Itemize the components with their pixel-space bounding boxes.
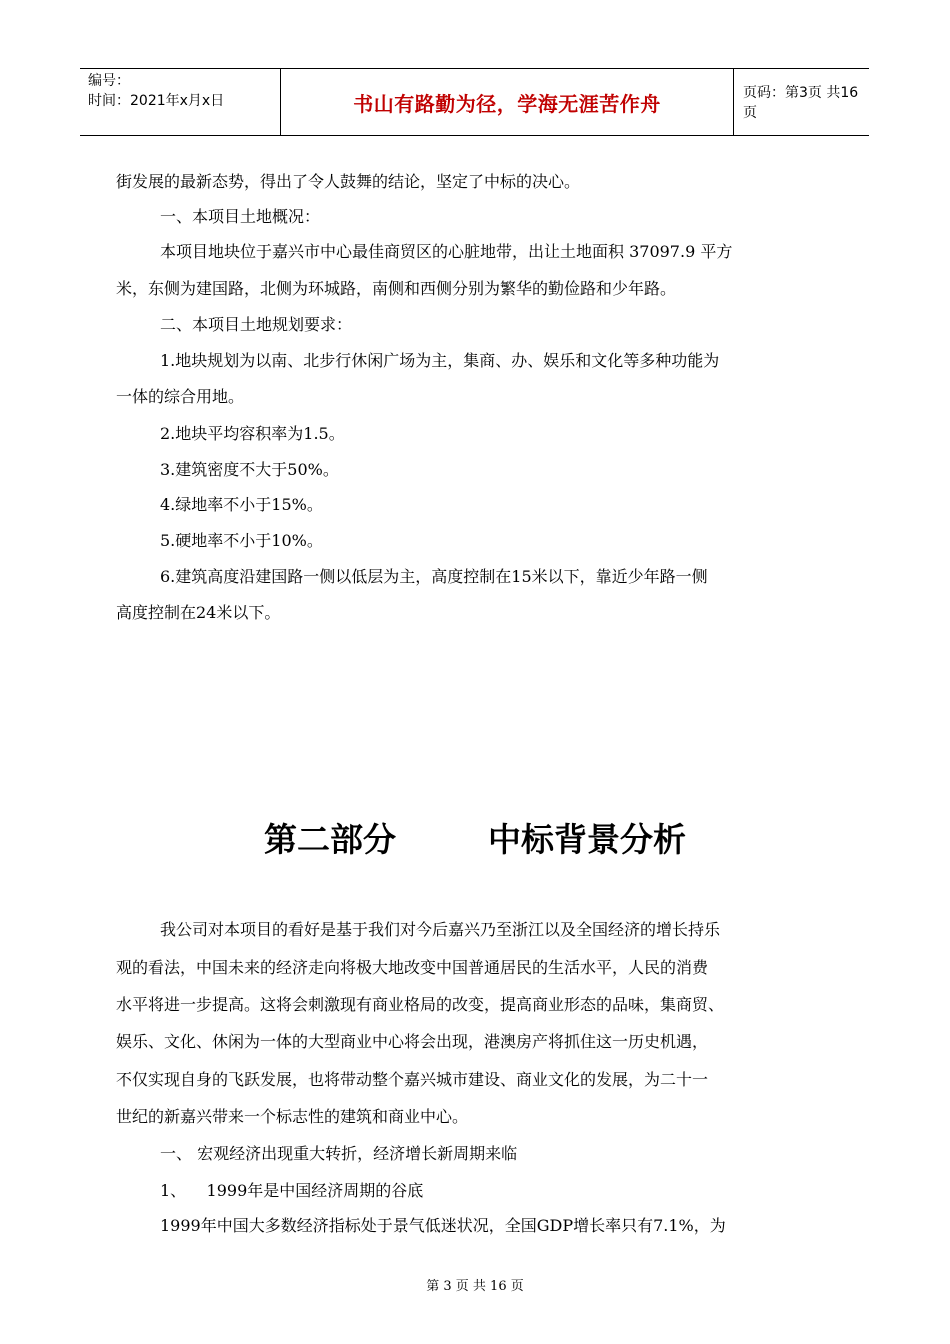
section-heading-planning: 二、本项目土地规划要求： [160,315,353,334]
list-item: 5.硬地率不小于10%。 [160,531,323,550]
header-date: 时间：2021年x月x日 [88,93,225,109]
list-item: 6.建筑高度沿建国路一侧以低层为主，高度控制在15米以下，靠近少年路一侧 [160,567,708,586]
header-meta [80,69,280,135]
header-motto: 书山有路勤为径，学海无涯苦作舟 [353,91,661,116]
paragraph-line: 街发展的最新态势，得出了令人鼓舞的结论，坚定了中标的决心。 [116,172,581,191]
header-motto-cell [280,69,734,135]
part-title: 中标背景分析 [488,820,686,859]
list-item: 4.绿地率不小于15%。 [160,495,323,514]
paragraph-line: 米，东侧为建国路，北侧为环城路，南侧和西侧分别为繁华的勤俭路和少年路。 [116,279,677,298]
section-heading-macro-economy: 一、 宏观经济出现重大转折，经济增长新周期来临 [160,1144,518,1163]
subsection-heading: 1、 1999年是中国经济周期的谷底 [160,1181,424,1200]
paragraph-line: 不仅实现自身的飞跃发展，也将带动整个嘉兴城市建设、商业文化的发展，为二十一 [116,1070,709,1089]
header-number: 编号： [88,73,130,89]
list-item: 2.地块平均容积率为1.5。 [160,424,345,443]
header-page-number: 页码：第3页 共16页 [743,85,859,121]
list-item-continuation: 高度控制在24米以下。 [116,603,281,622]
list-item: 1.地块规划为以南、北步行休闲广场为主，集商、办、娱乐和文化等多种功能为 [160,351,720,370]
page-footer: 第 3 页 共 16 页 [426,1279,524,1294]
paragraph-line: 娱乐、文化、休闲为一体的大型商业中心将会出现，港澳房产将抓住这一历史机遇， [116,1032,709,1051]
header-page-cell [734,69,869,135]
part-heading [0,818,950,862]
paragraph-line: 水平将进一步提高。这将会刺激现有商业格局的改变，提高商业形态的品味，集商贸、 [116,995,725,1014]
paragraph-line: 1999年中国大多数经济指标处于景气低迷状况，全国GDP增长率只有7.1%，为 [160,1216,726,1235]
paragraph-line: 世纪的新嘉兴带来一个标志性的建筑和商业中心。 [116,1107,469,1126]
paragraph-line: 本项目地块位于嘉兴市中心最佳商贸区的心脏地带，出让土地面积 37097.9 平方 [160,242,733,261]
paragraph-line: 观的看法，中国未来的经济走向将极大地改变中国普通居民的生活水平，人民的消费 [116,958,709,977]
list-item-continuation: 一体的综合用地。 [116,387,245,406]
paragraph-line: 我公司对本项目的看好是基于我们对今后嘉兴乃至浙江以及全国经济的增长持乐 [160,920,721,939]
page-header [80,68,869,136]
list-item: 3.建筑密度不大于50%。 [160,460,339,479]
section-heading-land-overview: 一、本项目土地概况： [160,207,321,226]
part-number: 第二部分 [264,820,396,859]
